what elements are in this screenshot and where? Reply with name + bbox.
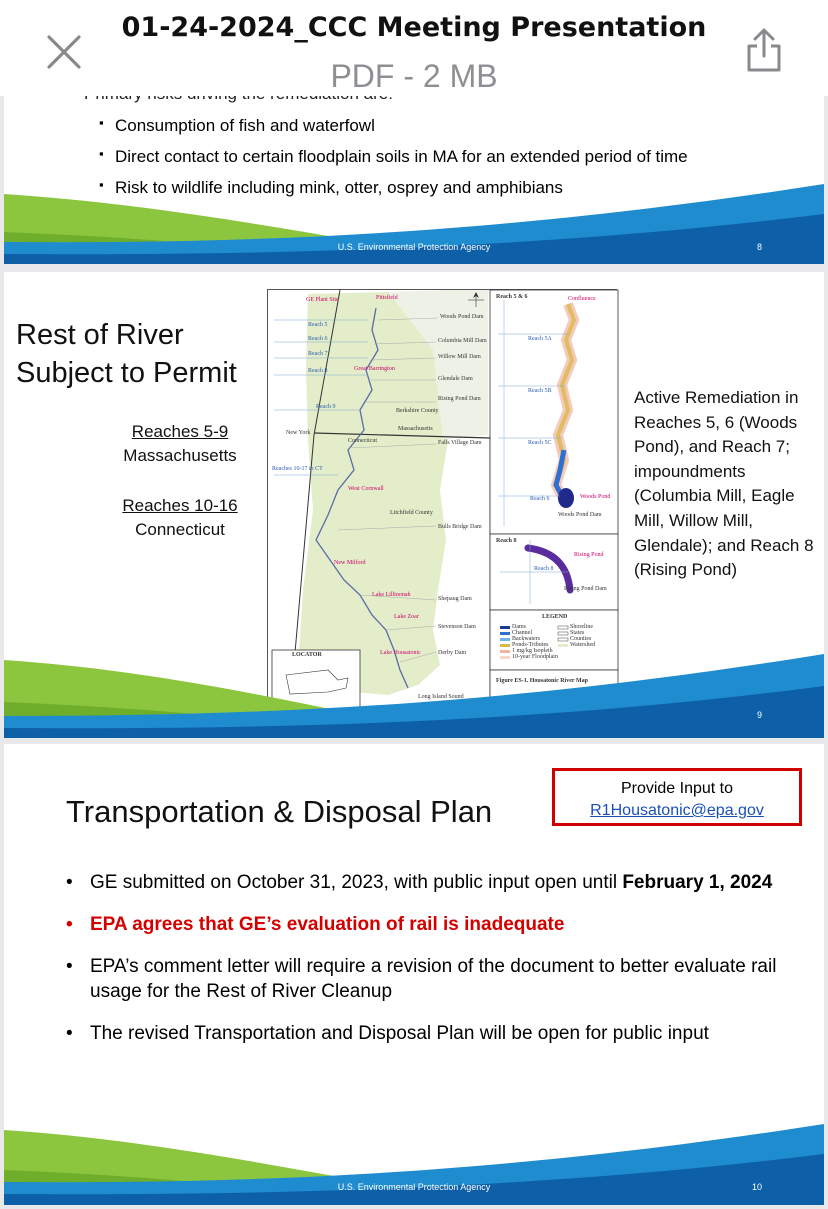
map-label: Dams — [512, 624, 526, 630]
active-remediation-text: Active Remediation in Reaches 5, 6 (Woods Pond), and Reach 7; impoundments (Columbia Mill, Eagle Mill, Willow Mill, Glendale); and Reach 8 (Rising Pond) — [634, 388, 814, 580]
map-label: Reach 5B — [528, 388, 552, 394]
slide-9-page-number: 9 — [756, 710, 762, 720]
map-label: Rising Pond Dam — [564, 586, 607, 592]
slide-9-title — [16, 316, 237, 392]
map-label: Willow Mill Dam — [438, 354, 481, 360]
slide-8-footer-waves — [4, 184, 824, 264]
slide-10-page-number: 10 — [751, 1182, 762, 1192]
map-label: States — [570, 630, 585, 636]
map-label: Watershed — [570, 642, 596, 648]
risk-item: ▪ Risk to wildlife including mink, otter, osprey and amphibians — [99, 178, 688, 198]
bullet-comment-letter: • EPA’s comment letter will require a revision of the document to better evaluate rail usage for the Rest of River Cleanup — [66, 954, 796, 1004]
bullet-submitted-date: February 1, 2024 — [622, 872, 773, 893]
map-label: Channel — [512, 630, 532, 636]
map-label: Rising Pond Dam — [438, 396, 481, 402]
map-label: Ponds-Tributes — [512, 642, 549, 648]
slide-9 — [4, 272, 824, 738]
slide-8 — [4, 96, 824, 264]
map-label: Woods Pond Dam — [558, 512, 602, 518]
slide-10-footer-waves — [4, 1122, 824, 1205]
map-label: Reach 8 — [534, 566, 554, 572]
bullet-epa-agrees: • EPA agrees that GE’s evaluation of rail is inadequate — [66, 912, 796, 937]
map-label: Lake Lillinonah — [372, 592, 411, 598]
map-label: Reach 5 & 6 — [496, 294, 528, 300]
map-label: Reach 7 — [308, 351, 328, 357]
bullet-revised-plan: • The revised Transportation and Disposal Plan will be open for public input — [66, 1021, 796, 1046]
map-label: Connecticut — [348, 438, 377, 444]
map-label: Confluence — [568, 296, 596, 302]
bullet-submitted-text: GE submitted on October 31, 2023, with public input open until — [90, 872, 623, 893]
map-label: Long Island Sound — [418, 694, 464, 700]
map-label: Reaches 10-17 in CT — [272, 466, 323, 472]
map-label: Shoreline — [570, 624, 593, 630]
provide-input-label: Provide Input to — [620, 780, 734, 797]
map-label: New Milford — [334, 560, 366, 566]
ct-reaches-heading: Reaches 10-16 — [122, 496, 238, 515]
slide-9-footer-waves — [4, 650, 824, 738]
map-label: LOCATOR — [292, 652, 322, 658]
map-label: Rising Pond — [574, 552, 604, 558]
slide-10-footer: U.S. Environmental Protection Agency — [337, 1182, 491, 1192]
map-label: Backwaters — [512, 636, 540, 642]
map-label: Figure ES-1. Housatonic River Map — [496, 678, 588, 684]
slide-8-footer: U.S. Environmental Protection Agency — [337, 242, 491, 252]
risk-item: ▪ Consumption of fish and waterfowl — [99, 116, 688, 136]
slide-8-page-number: 8 — [756, 242, 762, 252]
map-label: Pittsfield — [376, 295, 398, 301]
map-label: Lake Housatonic — [380, 650, 421, 656]
map-label: Reach 8 — [308, 368, 328, 374]
ma-reaches-heading: Reaches 5-9 — [131, 422, 229, 441]
slide-10-title: Transportation & Disposal Plan — [66, 794, 493, 829]
slide-10 — [4, 744, 824, 1205]
map-label: Reach 6 — [308, 336, 328, 342]
map-label: 10-year Floodplain — [512, 654, 558, 660]
map-label: Falls Village Dam — [438, 440, 482, 446]
map-label: Massachusetts — [398, 426, 433, 432]
map-label: Lake Zoar — [394, 614, 419, 620]
map-label: Reach 9 — [316, 404, 336, 410]
map-label: Reach 5 — [308, 322, 328, 328]
map-label: Columbia Mill Dam — [438, 338, 487, 344]
map-label: Glendale Dam — [438, 376, 473, 382]
map-label: GE Plant Site — [306, 297, 339, 303]
plan-bullets — [66, 870, 796, 1063]
share-icon[interactable] — [744, 26, 784, 74]
map-label: Woods Pond Dam — [440, 314, 484, 320]
ma-state-label: Massachusetts — [123, 446, 237, 465]
map-label: Reach 6 — [530, 496, 550, 502]
map-label: Stevenson Dam — [438, 624, 476, 630]
ma-reaches — [100, 420, 260, 468]
map-label: Litchfield County — [390, 510, 433, 516]
ct-reaches — [100, 494, 260, 542]
map-label: Shepaug Dam — [438, 596, 472, 602]
map-label: Bulls Bridge Dam — [438, 524, 482, 530]
map-label: 1 mg/kg Isopleth — [512, 648, 553, 654]
map-label: Great Barrington — [354, 366, 395, 372]
map-label: Reach 8 — [496, 538, 517, 544]
ct-state-label: Connecticut — [135, 520, 225, 539]
map-label: Derby Dam — [438, 650, 467, 656]
map-label: Woods Pond — [580, 494, 611, 500]
map-label: Reach 5A — [528, 336, 552, 342]
viewer-header — [0, 0, 828, 96]
slide-9-title-line-1: Rest of River — [16, 319, 184, 351]
risk-item: ▪ Direct contact to certain floodplain soils in MA for an extended period of time — [99, 147, 688, 167]
bullet-submitted — [66, 870, 796, 895]
map-label: Reach 5C — [528, 440, 552, 446]
document-title: 01-24-2024_CCC Meeting Presentation — [121, 12, 707, 43]
map-label: West Cornwall — [348, 486, 384, 492]
document-size: PDF - 2 MB — [330, 58, 498, 94]
map-label: Berkshire County — [396, 408, 439, 414]
slide-9-title-line-2: Subject to Permit — [16, 357, 237, 389]
map-label: Counties — [570, 636, 592, 642]
provide-input-box — [552, 768, 802, 826]
email-link[interactable]: R1Housatonic@epa.gov — [590, 802, 764, 819]
map-label: New York — [286, 430, 311, 436]
map-label: LEGEND — [542, 614, 568, 620]
